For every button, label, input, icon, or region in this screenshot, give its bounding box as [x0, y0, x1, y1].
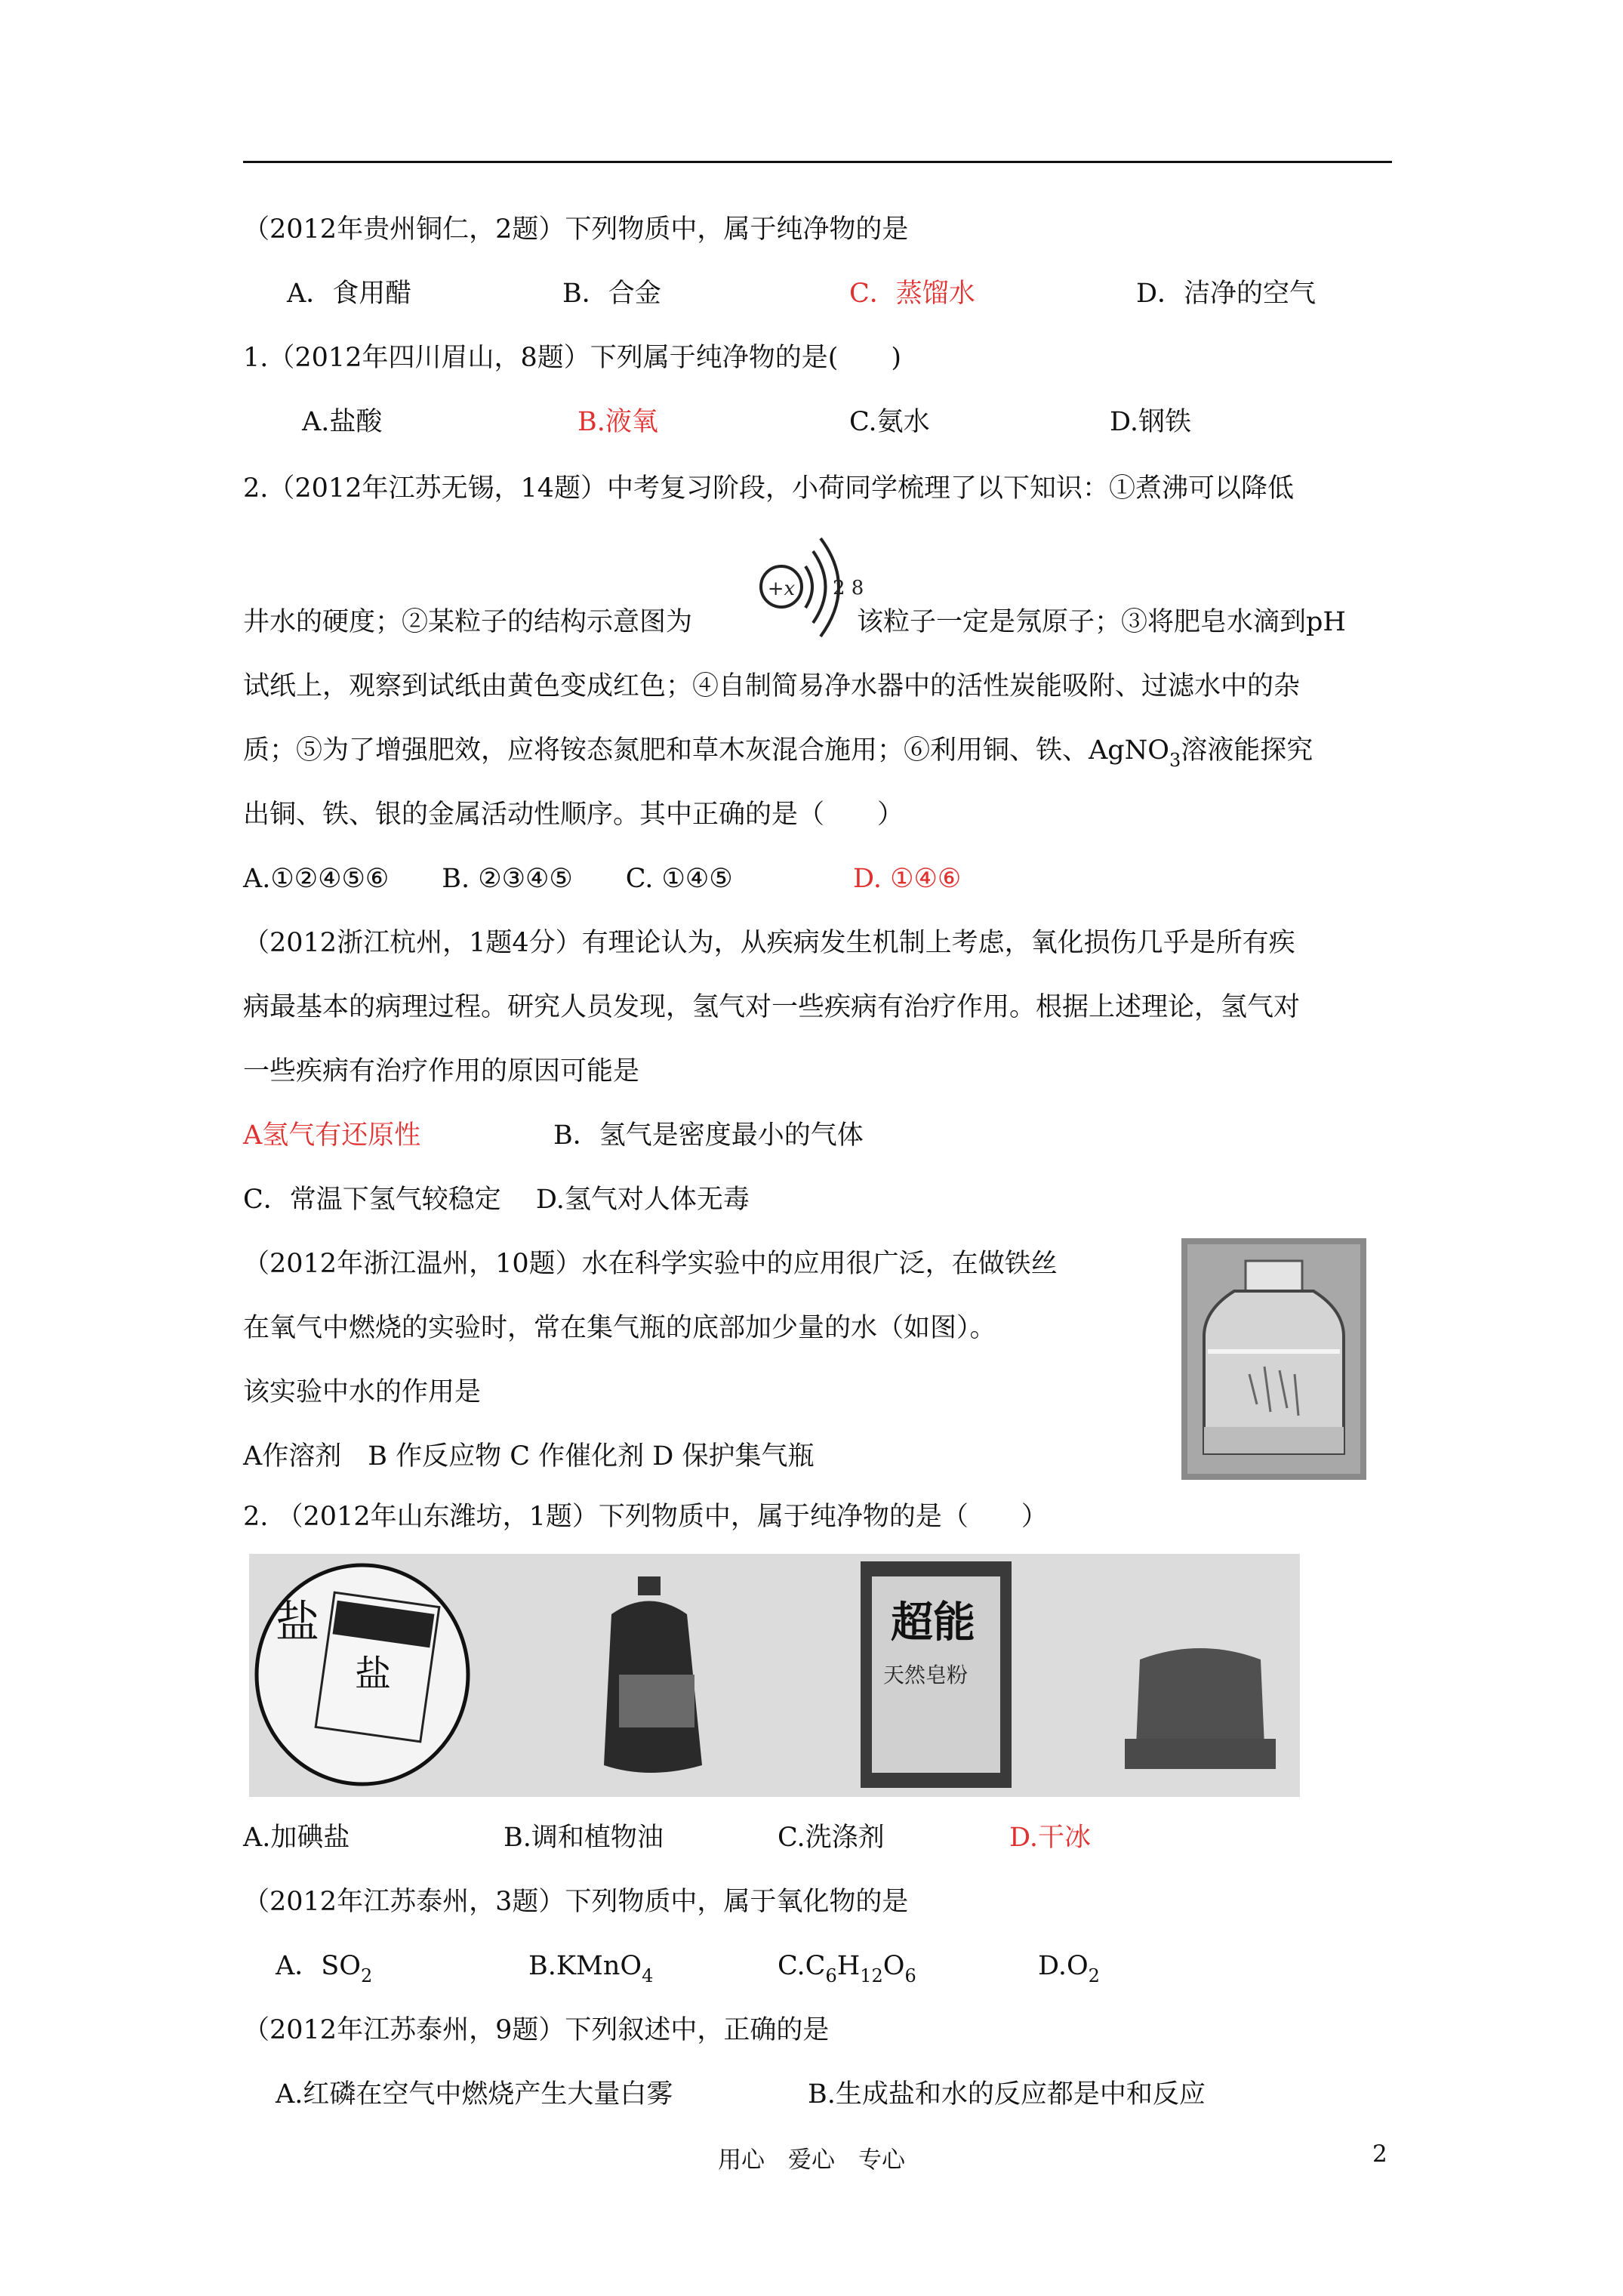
- header-rule: [243, 161, 1392, 163]
- detergent-bag-image: [861, 1561, 1012, 1788]
- q7-option-a: A．$SO_2$: [276, 1951, 373, 1986]
- q7-stem: （2012年江苏泰州，3题）下列物质中，属于氧化物的是: [243, 1887, 909, 1917]
- q1-option-d: D．洁净的空气: [1136, 279, 1317, 309]
- q3-line3: 试纸上，观察到试纸由黄色变成红色；④自制简易净水器中的活性炭能吸附、过滤水中的杂: [243, 671, 1301, 701]
- q8-option-b: B.生成盐和水的反应都是中和反应: [808, 2079, 1206, 2110]
- q4-option-b: B．氢气是密度最小的气体: [553, 1120, 864, 1151]
- q6-option-c: C.洗涤剂: [778, 1823, 885, 1853]
- q7-option-c: $C.C_6H_{12}O_6$: [778, 1951, 916, 1986]
- q4-line1: （2012浙江杭州，1题4分）有理论认为，从疾病发生机制上考虑，氧化损伤几乎是所有疾: [243, 928, 1295, 958]
- q4-options-cd: C．常温下氢气较稳定 D.氢气对人体无毒: [243, 1185, 750, 1215]
- q1-option-b: B．合金: [562, 279, 661, 309]
- q5-line3: 该实验中水的作用是: [243, 1377, 482, 1407]
- svg-text:盐: 盐: [276, 1596, 320, 1647]
- q2-stem: 1.（2012年四川眉山，8题）下列属于纯净物的是( ): [243, 343, 902, 373]
- atom-nucleus-label: +x: [767, 578, 796, 600]
- q2-option-a: A.盐酸: [302, 407, 383, 437]
- q8-stem: （2012年江苏泰州，9题）下列叙述中，正确的是: [243, 2015, 830, 2045]
- q5-line2: 在氧气中燃烧的实验时，常在集气瓶的底部加少量的水（如图）。: [243, 1313, 996, 1343]
- q5-line1: （2012年浙江温州，10题）水在科学实验中的应用很广泛，在做铁丝: [243, 1249, 1058, 1279]
- q6-option-a: A.加碘盐: [243, 1823, 350, 1853]
- footer-slogan: 用心 爱心 专心: [718, 2147, 905, 2174]
- q2-option-b-answer: B.液氧: [577, 407, 658, 437]
- q3-answer: D. ①④⑥: [853, 864, 962, 894]
- dry-ice-image: [1125, 1648, 1276, 1769]
- q1-option-c-answer: C．蒸馏水: [849, 279, 975, 309]
- q3-options: A.①②④⑤⑥ B. ②③④⑤ C. ①④⑤: [243, 864, 759, 894]
- svg-text:超能: 超能: [891, 1598, 975, 1647]
- q7-option-b: B.KMnO$_4$: [528, 1951, 654, 1986]
- q3-line1: 2.（2012年江苏无锡，14题）中考复习阶段，小荷同学梳理了以下知识：①煮沸可以降低: [243, 473, 1295, 504]
- q1-stem: （2012年贵州铜仁，2题）下列物质中，属于纯净物的是: [243, 214, 909, 245]
- q4-option-a-answer: A氢气有还原性: [243, 1120, 421, 1151]
- q6-stem: 2. （2012年山东潍坊，1题）下列物质中，属于纯净物的是（ ）: [243, 1502, 1048, 1532]
- q3-line5: 出铜、铁、银的金属活动性顺序。其中正确的是（ ）: [243, 800, 904, 830]
- svg-text:盐: 盐: [355, 1653, 392, 1695]
- q5-options: A作溶剂 B 作反应物 C 作催化剂 D 保护集气瓶: [243, 1441, 815, 1472]
- q4-line3: 一些疾病有治疗作用的原因可能是: [243, 1056, 640, 1086]
- q6-option-d-answer: D.干冰: [1009, 1823, 1091, 1853]
- q2-option-c: C.氨水: [849, 407, 930, 437]
- q3-line4: 质；⑤为了增强肥效，应将铵态氮肥和草木灰混合施用；⑥利用铜、铁、AgNO$_3$溶液能探究: [243, 735, 1313, 771]
- q8-option-a: A.红磷在空气中燃烧产生大量白雾: [276, 2079, 673, 2110]
- gas-bottle-photo: [1181, 1238, 1366, 1480]
- product-images-strip: [249, 1554, 1300, 1797]
- q6-option-b: B.调和植物油: [504, 1823, 664, 1853]
- q7-option-d: $D.O_2$: [1038, 1951, 1100, 1986]
- atom-shells-label: 2 8: [833, 577, 864, 599]
- q3-line2b: 该粒子一定是氖原子；③将肥皂水滴到pH: [857, 607, 1346, 637]
- q2-option-d: D.钢铁: [1110, 407, 1191, 437]
- q4-line2: 病最基本的病理过程。研究人员发现，氢气对一些疾病有治疗作用。根据上述理论，氢气对: [243, 992, 1301, 1022]
- salt-image: [257, 1565, 468, 1784]
- q3-line2a: 井水的硬度；②某粒子的结构示意图为: [243, 607, 693, 637]
- svg-text:天然皂粉: 天然皂粉: [883, 1663, 969, 1687]
- page-number: 2: [1372, 2140, 1387, 2168]
- q1-option-a: A．食用醋: [287, 279, 412, 309]
